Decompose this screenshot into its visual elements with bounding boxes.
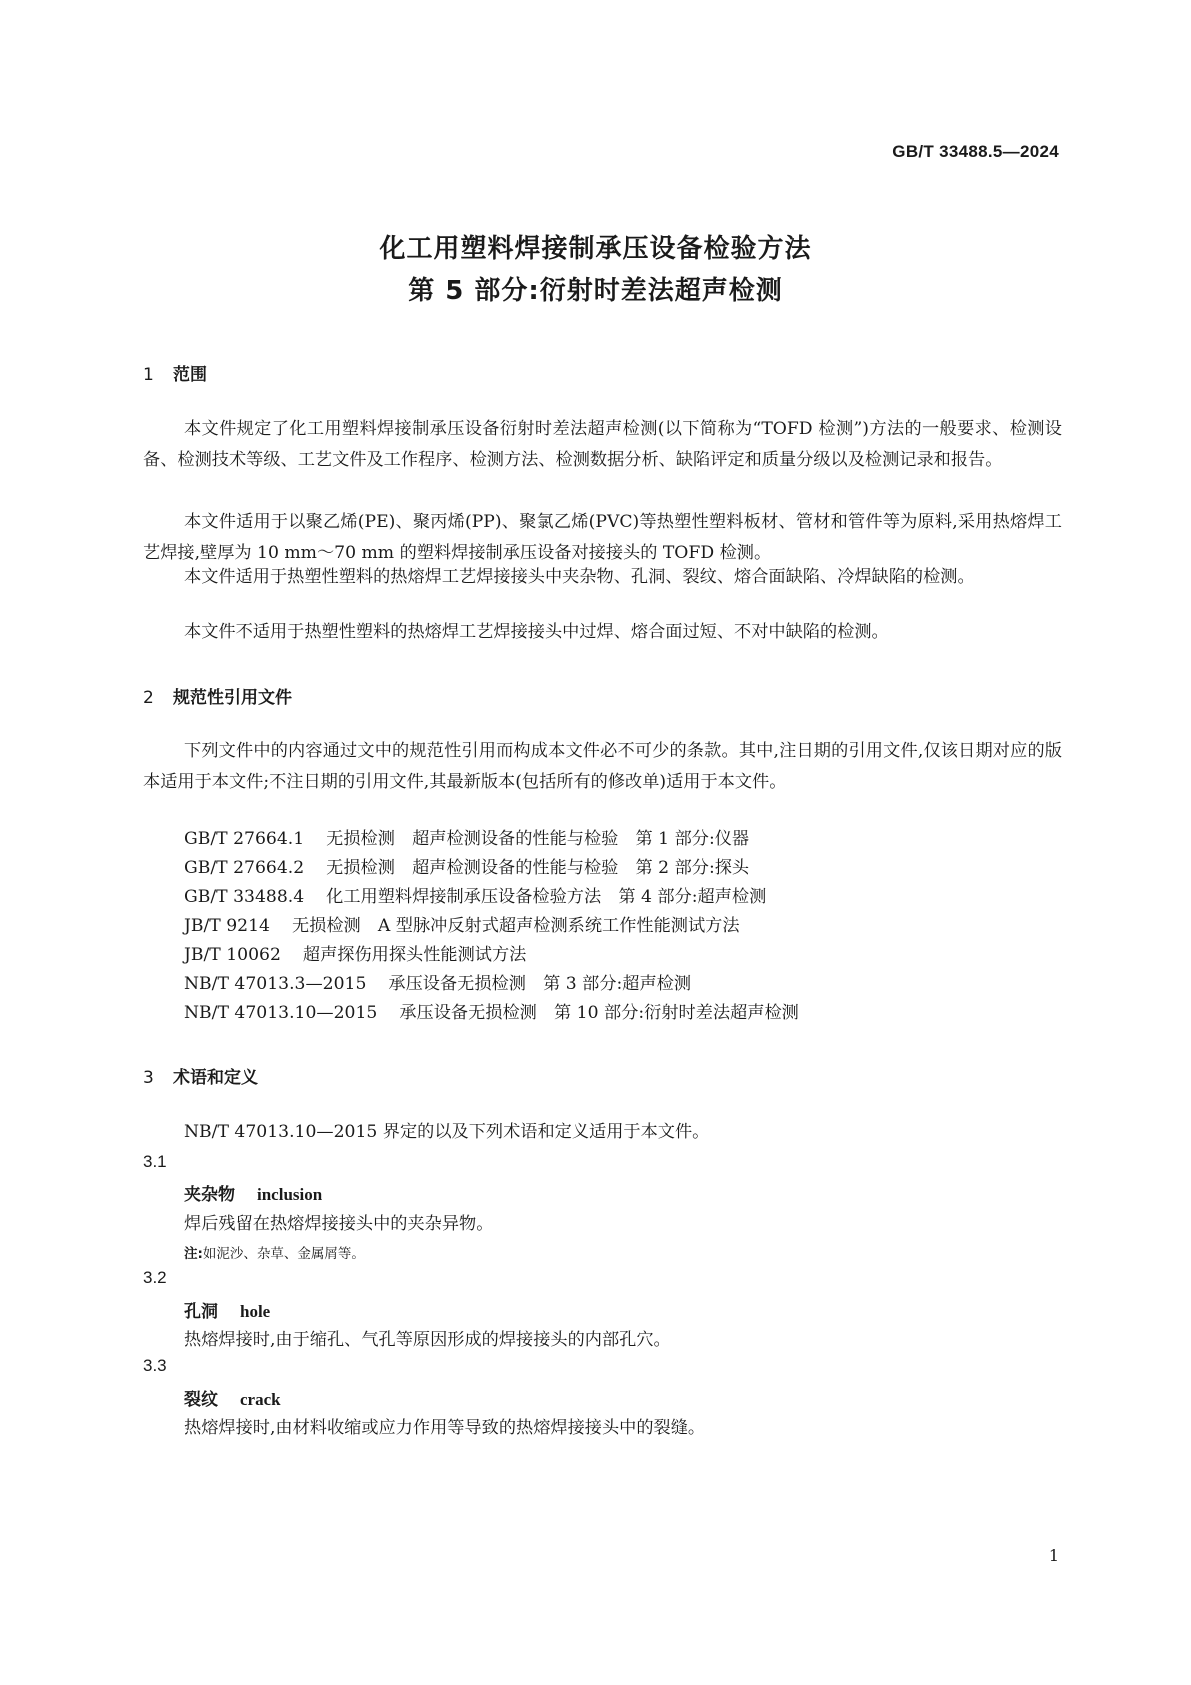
term-number: 3.2 [143,1268,167,1287]
term-heading [184,1385,281,1410]
section-number: 1 [143,365,154,385]
reference-code: NB/T 47013.3—2015 [184,974,367,994]
document-title-line2: 第 5 部分:衍射时差法超声检测 [408,276,783,306]
section-title: 术语和定义 [173,1068,258,1088]
reference-title: 无损检测 超声检测设备的性能与检验 第 2 部分:探头 [326,858,750,878]
reference-code: JB/T 9214 [184,916,270,936]
reference-item [184,824,749,855]
document-title-line1: 化工用塑料焊接制承压设备检验方法 [379,234,812,264]
paragraph: 本文件不适用于热塑性塑料的热熔焊工艺焊接接头中过焊、熔合面过短、不对中缺陷的检测。 [184,622,889,642]
paragraph: 本文件适用于以聚乙烯(PE)、聚丙烯(PP)、聚氯乙烯(PVC)等热塑性塑料板材、管材和管件等为原料,采用热熔焊工艺焊接,壁厚为 10 mm～70 mm 的塑料焊接制承压设备对接接头的 TOFD 检测。 [143,512,1062,563]
section-title: 规范性引用文件 [173,688,292,708]
reference-title: 承压设备无损检测 第 3 部分:超声检测 [388,974,692,994]
term-number: 3.3 [143,1356,167,1375]
reference-code: GB/T 27664.2 [184,858,305,878]
term-en: inclusion [257,1185,323,1204]
reference-item [184,969,691,1000]
term-zh: 孔洞 [184,1302,218,1322]
standard-number: GB/T 33488.5—2024 [892,142,1059,161]
paragraph: 下列文件中的内容通过文中的规范性引用而构成本文件必不可少的条款。其中,注日期的引用文件,仅该日期对应的版本适用于本文件;不注日期的引用文件,其最新版本(包括所有的修改单)适用于本文件。 [143,741,1062,792]
paragraph: 本文件适用于热塑性塑料的热熔焊工艺焊接接头中夹杂物、孔洞、裂纹、熔合面缺陷、冷焊缺陷的检测。 [184,567,975,587]
term-definition: 焊后残留在热熔焊接接头中的夹杂异物。 [184,1214,494,1234]
reference-title: 无损检测 超声检测设备的性能与检验 第 1 部分:仪器 [326,829,750,849]
reference-code: GB/T 33488.4 [184,887,305,907]
term-heading [184,1297,270,1322]
term-definition: 热熔焊接时,由于缩孔、气孔等原因形成的焊接接头的内部孔穴。 [184,1330,671,1350]
term-en: crack [240,1390,281,1409]
term-en: hole [240,1302,271,1321]
note-label: 注: [184,1246,203,1262]
paragraph: NB/T 47013.10—2015 界定的以及下列术语和定义适用于本文件。 [184,1122,710,1142]
term-note [184,1242,365,1262]
section-heading-2 [143,683,292,708]
reference-item [184,911,740,942]
reference-item [184,940,526,971]
reference-item [184,882,766,913]
reference-item [184,853,749,884]
page-number: 1 [1048,1546,1059,1565]
term-zh: 裂纹 [184,1390,218,1410]
reference-code: JB/T 10062 [184,945,281,965]
section-number: 3 [143,1068,154,1088]
reference-title: 无损检测 A 型脉冲反射式超声检测系统工作性能测试方法 [291,916,740,936]
reference-code: NB/T 47013.10—2015 [184,1003,378,1023]
reference-item [184,998,799,1029]
reference-title: 化工用塑料焊接制承压设备检验方法 第 4 部分:超声检测 [326,887,767,907]
note-text: 如泥沙、杂草、金属屑等。 [202,1246,365,1262]
section-title: 范围 [173,365,207,385]
term-number: 3.1 [143,1152,167,1171]
reference-code: GB/T 27664.1 [184,829,305,849]
term-definition: 热熔焊接时,由材料收缩或应力作用等导致的热熔焊接接头中的裂缝。 [184,1418,706,1438]
paragraph: 本文件规定了化工用塑料焊接制承压设备衍射时差法超声检测(以下简称为“TOFD 检测”)方法的一般要求、检测设备、检测技术等级、工艺文件及工作程序、检测方法、检测数据分析、缺陷评定和质量分级以及检测记录和报告。 [143,419,1062,470]
section-heading-1 [143,360,207,385]
term-heading [184,1180,322,1205]
reference-title: 超声探伤用探头性能测试方法 [302,945,527,965]
term-zh: 夹杂物 [184,1185,235,1205]
section-heading-3 [143,1063,258,1088]
reference-title: 承压设备无损检测 第 10 部分:衍射时差法超声检测 [399,1003,799,1023]
section-number: 2 [143,688,154,708]
